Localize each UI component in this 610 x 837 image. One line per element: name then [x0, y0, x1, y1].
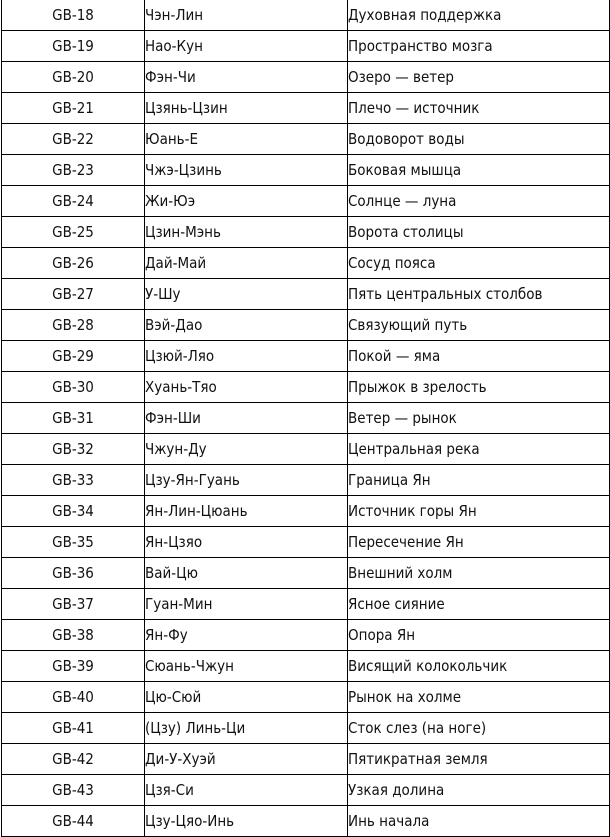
table-row: [2, 651, 610, 682]
point-name: Дай-Май: [145, 248, 348, 279]
point-code: GB-26: [2, 248, 145, 279]
point-name: Юань-Е: [145, 124, 348, 155]
table-row: [2, 775, 610, 806]
point-code: GB-27: [2, 279, 145, 310]
point-code: GB-33: [2, 465, 145, 496]
table-row: [2, 713, 610, 744]
point-code: GB-21: [2, 93, 145, 124]
point-name: Чжун-Ду: [145, 434, 348, 465]
point-name: Сюань-Чжун: [145, 651, 348, 682]
table-row: [2, 279, 610, 310]
point-meaning: Пересечение Ян: [348, 527, 610, 558]
point-code: GB-29: [2, 341, 145, 372]
point-code: GB-22: [2, 124, 145, 155]
point-code: GB-18: [2, 0, 145, 31]
table-row: [2, 620, 610, 651]
point-name: Цзу-Ян-Гуань: [145, 465, 348, 496]
point-meaning: Ветер — рынок: [348, 403, 610, 434]
point-meaning: Граница Ян: [348, 465, 610, 496]
table-row: [2, 403, 610, 434]
point-name: Цзянь-Цзин: [145, 93, 348, 124]
point-meaning: Ворота столицы: [348, 217, 610, 248]
table-row: [2, 496, 610, 527]
point-name: Чжэ-Цзинь: [145, 155, 348, 186]
point-meaning: Пространство мозга: [348, 31, 610, 62]
point-code: GB-44: [2, 806, 145, 837]
point-name: Вэй-Дао: [145, 310, 348, 341]
point-code: GB-34: [2, 496, 145, 527]
point-name: Цзюй-Ляо: [145, 341, 348, 372]
point-code: GB-19: [2, 31, 145, 62]
point-meaning: Висящий колокольчик: [348, 651, 610, 682]
point-meaning: Рынок на холме: [348, 682, 610, 713]
point-name: Цю-Сюй: [145, 682, 348, 713]
point-code: GB-28: [2, 310, 145, 341]
point-meaning: Ясное сияние: [348, 589, 610, 620]
point-meaning: Инь начала: [348, 806, 610, 837]
table-row: [2, 806, 610, 837]
point-name: (Цзу) Линь-Ци: [145, 713, 348, 744]
point-meaning: Связующий путь: [348, 310, 610, 341]
acupoint-table: [1, 0, 610, 837]
point-meaning: Покой — яма: [348, 341, 610, 372]
point-code: GB-32: [2, 434, 145, 465]
point-meaning: Водоворот воды: [348, 124, 610, 155]
point-meaning: Внешний холм: [348, 558, 610, 589]
point-meaning: Плечо — источник: [348, 93, 610, 124]
table-row: [2, 589, 610, 620]
point-meaning: Духовная поддержка: [348, 0, 610, 31]
point-meaning: Сток слез (на ноге): [348, 713, 610, 744]
point-meaning: Центральная река: [348, 434, 610, 465]
table-row: [2, 124, 610, 155]
point-meaning: Боковая мышца: [348, 155, 610, 186]
point-name: Ян-Фу: [145, 620, 348, 651]
point-name: Вай-Цю: [145, 558, 348, 589]
point-meaning: Источник горы Ян: [348, 496, 610, 527]
point-code: GB-38: [2, 620, 145, 651]
point-code: GB-25: [2, 217, 145, 248]
point-code: GB-41: [2, 713, 145, 744]
point-meaning: Пять центральных столбов: [348, 279, 610, 310]
table-row: [2, 62, 610, 93]
table-row: [2, 465, 610, 496]
point-code: GB-31: [2, 403, 145, 434]
table-row: [2, 372, 610, 403]
point-name: Цзу-Цяо-Инь: [145, 806, 348, 837]
point-code: GB-37: [2, 589, 145, 620]
point-code: GB-35: [2, 527, 145, 558]
table-body: [2, 0, 610, 837]
point-meaning: Опора Ян: [348, 620, 610, 651]
point-code: GB-40: [2, 682, 145, 713]
point-meaning: Сосуд пояса: [348, 248, 610, 279]
table-row: [2, 310, 610, 341]
point-code: GB-24: [2, 186, 145, 217]
point-name: Хуань-Тяо: [145, 372, 348, 403]
point-name: Ян-Лин-Цюань: [145, 496, 348, 527]
point-name: У-Шу: [145, 279, 348, 310]
table-row: [2, 93, 610, 124]
table-row: [2, 527, 610, 558]
point-code: GB-42: [2, 744, 145, 775]
table-row: [2, 248, 610, 279]
table-row: [2, 217, 610, 248]
point-name: Жи-Юэ: [145, 186, 348, 217]
point-code: GB-20: [2, 62, 145, 93]
point-code: GB-23: [2, 155, 145, 186]
point-name: Гуан-Мин: [145, 589, 348, 620]
point-name: Фэн-Ши: [145, 403, 348, 434]
point-name: Цзя-Си: [145, 775, 348, 806]
point-name: Цзин-Мэнь: [145, 217, 348, 248]
table-row: [2, 31, 610, 62]
point-code: GB-36: [2, 558, 145, 589]
point-meaning: Озеро — ветер: [348, 62, 610, 93]
point-name: Нао-Кун: [145, 31, 348, 62]
point-name: Ян-Цзяо: [145, 527, 348, 558]
table-row: [2, 155, 610, 186]
table-row: [2, 0, 610, 31]
table-row: [2, 744, 610, 775]
point-code: GB-30: [2, 372, 145, 403]
point-meaning: Солнце — луна: [348, 186, 610, 217]
table-row: [2, 682, 610, 713]
point-code: GB-39: [2, 651, 145, 682]
point-name: Чэн-Лин: [145, 0, 348, 31]
table-row: [2, 434, 610, 465]
table-row: [2, 558, 610, 589]
table-row: [2, 341, 610, 372]
table-row: [2, 186, 610, 217]
point-code: GB-43: [2, 775, 145, 806]
point-meaning: Пятикратная земля: [348, 744, 610, 775]
point-name: Фэн-Чи: [145, 62, 348, 93]
point-meaning: Узкая долина: [348, 775, 610, 806]
point-name: Ди-У-Хуэй: [145, 744, 348, 775]
point-meaning: Прыжок в зрелость: [348, 372, 610, 403]
